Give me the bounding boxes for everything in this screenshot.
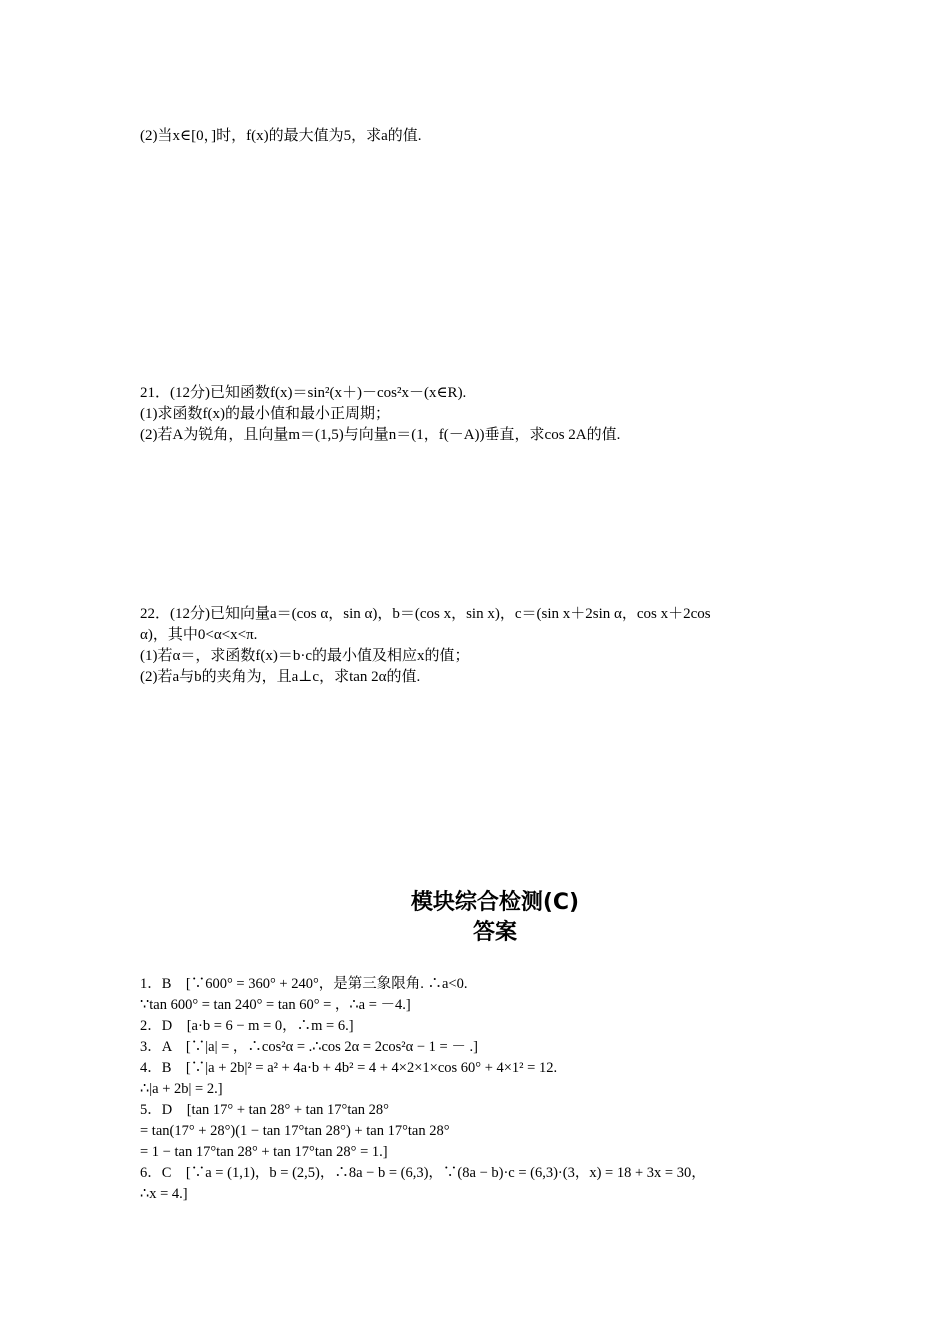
answer-line: 4．B [∵|a + 2b|² = a² + 4a·b + 4b² = 4 + 4×2×1×cos 60° + 4×1² = 12. bbox=[140, 1060, 558, 1076]
page-title: 模块综合检测(C) bbox=[410, 890, 580, 915]
question-21-header: 21．(12分)已知函数f(x)＝sin²(x＋)－cos²x－(x∈R). bbox=[140, 385, 467, 401]
question-20-part-2: (2)当x∈[0，]时，f(x)的最大值为5，求a的值. bbox=[140, 128, 422, 144]
answer-line: ∴x = 4.] bbox=[140, 1186, 188, 1202]
answer-line: 3．A [∵|a| = ，∴cos²α = .∴cos 2α = 2cos²α − 1 = － .] bbox=[140, 1039, 478, 1055]
answer-line: ∵tan 600° = tan 240° = tan 60° = ，∴a = －4.] bbox=[140, 997, 411, 1013]
question-20-part-2-block bbox=[140, 126, 790, 147]
question-21-part-1: (1)求函数f(x)的最小值和最小正周期； bbox=[140, 406, 390, 422]
question-21-part-2: (2)若A为锐角，且向量m＝(1,5)与向量n＝(1，f(－A))垂直，求cos 2A的值. bbox=[140, 427, 621, 443]
question-22-part-1: (1)若α＝，求函数f(x)＝b·c的最小值及相应x的值； bbox=[140, 648, 470, 664]
answer-line: 2．D [a·b = 6 − m = 0，∴m = 6.] bbox=[140, 1018, 354, 1034]
question-22-header: 22．(12分)已知向量a＝(cos α，sin α)，b＝(cos x，sin x)，c＝(sin x＋2sin α，cos x＋2cos bbox=[140, 606, 711, 622]
answer-line: ∴|a + 2b| = 2.] bbox=[140, 1081, 223, 1097]
answer-line: = 1 − tan 17°tan 28° + tan 17°tan 28° = 1.] bbox=[140, 1144, 388, 1160]
answer-line: 6．C [∵a = (1,1)，b = (2,5)，∴8a − b = (6,3)，∵(8a − b)·c = (6,3)·(3，x) = 18 + 3x = 30， bbox=[140, 1165, 706, 1181]
question-22-part-2: (2)若a与b的夹角为，且a⊥c，求tan 2α的值. bbox=[140, 669, 421, 685]
answer-line: 1．B [∵600° = 360° + 240°，是第三象限角. ∴a<0. bbox=[140, 976, 468, 992]
question-22-header-cont: α)，其中0<α<x<π. bbox=[140, 627, 258, 643]
answers-list bbox=[140, 974, 790, 1205]
question-22 bbox=[140, 604, 790, 688]
answer-line: 5．D [tan 17° + tan 28° + tan 17°tan 28° bbox=[140, 1102, 389, 1118]
answer-line: = tan(17° + 28°)(1 − tan 17°tan 28°) + tan 17°tan 28° bbox=[140, 1123, 450, 1139]
question-21 bbox=[140, 383, 790, 446]
answers-heading: 答案 bbox=[472, 920, 517, 945]
